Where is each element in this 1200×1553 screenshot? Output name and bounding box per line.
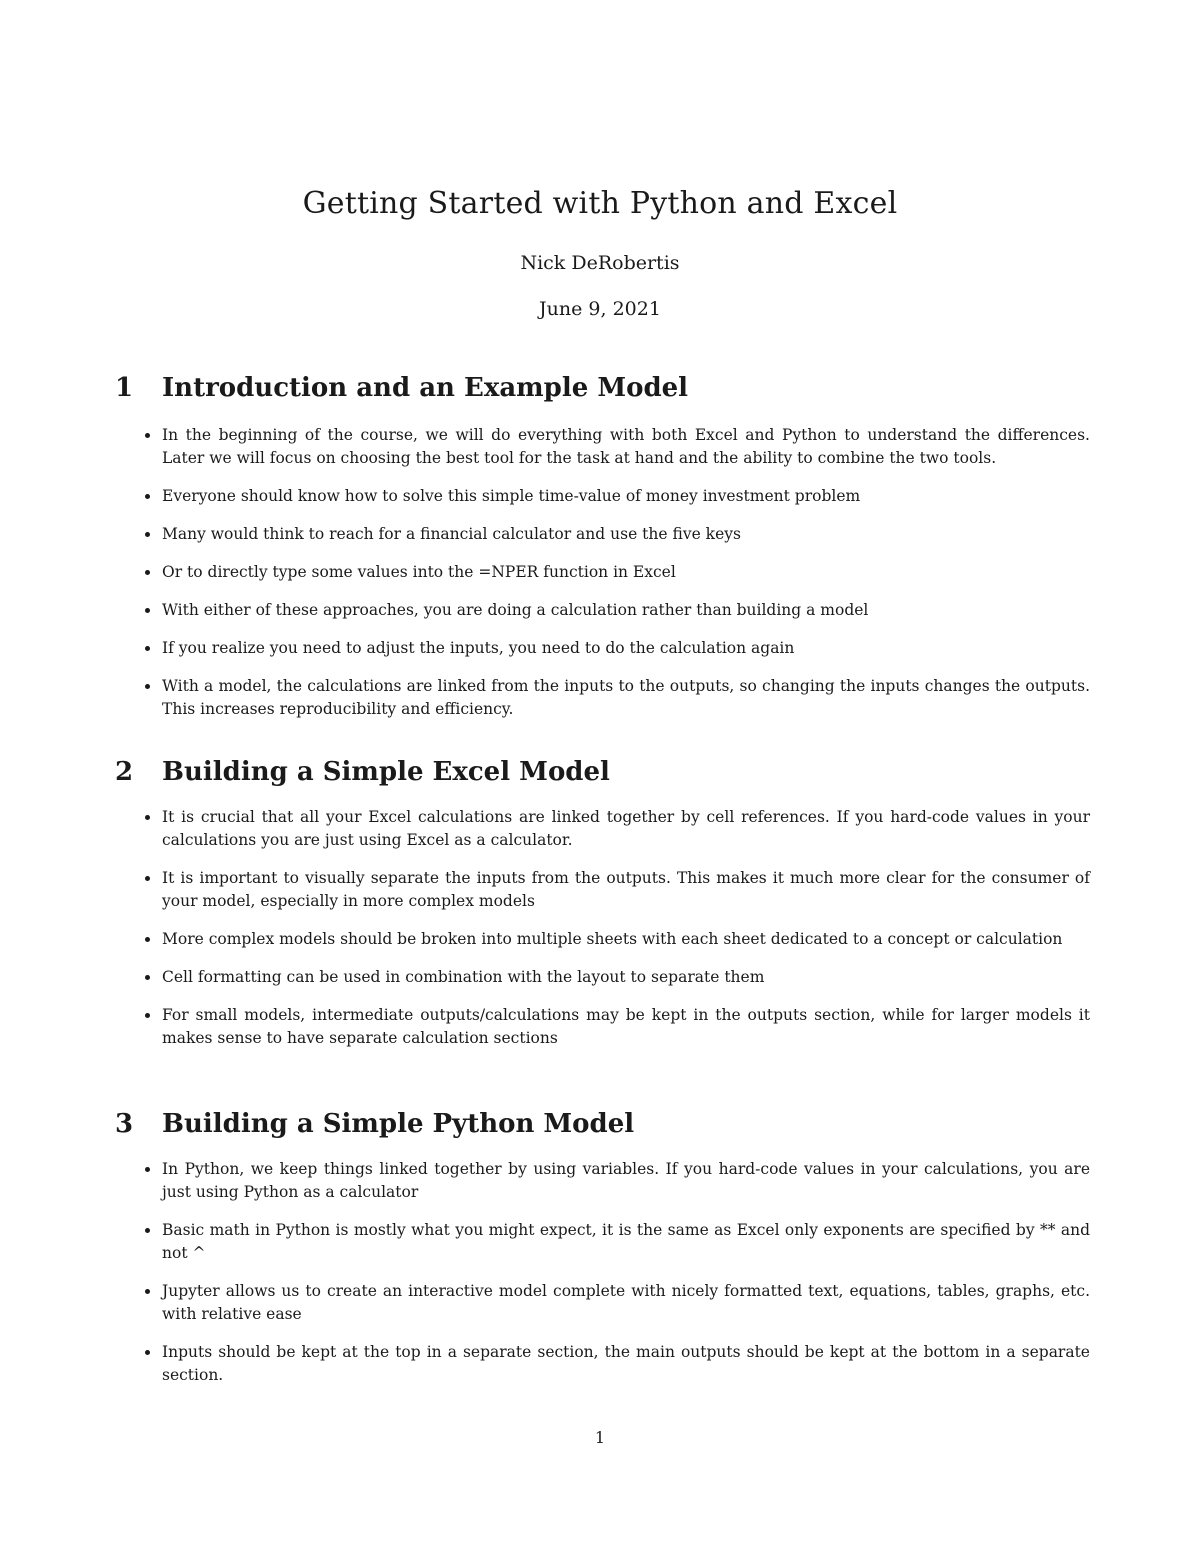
section-2 [115,752,1090,1047]
list-item [115,1004,1090,1050]
section-1-heading [115,368,1090,408]
list-item [115,424,1090,470]
list-item-text: Or to directly type some values into the =NPER function in Excel [162,563,676,581]
section-1-bullet-list [115,424,1090,736]
list-item [115,1219,1090,1265]
section-number: 1 [115,373,134,403]
list-item [115,1158,1090,1204]
page-number: 1 [594,1428,606,1447]
section-3-heading [115,1104,1090,1144]
bullet-icon [145,937,150,942]
list-item-text: Jupyter allows us to create an interactive model complete with nicely formatted text, equations, tables, graphs, etc. with relative ease [162,1282,1090,1323]
document-title: Getting Started with Python and Excel [302,186,898,221]
list-item [115,1280,1090,1326]
bullet-icon [145,1167,150,1172]
list-item [115,1341,1090,1387]
list-item-text: It is crucial that all your Excel calculations are linked together by cell references. If you hard-code values in your calculations you are just using Excel as a calculator. [162,808,1090,849]
section-number: 3 [115,1109,134,1139]
bullet-icon [145,433,150,438]
list-item-text: It is important to visually separate the inputs from the outputs. This makes it much more clear for the consumer of your model, especially in more complex models [162,869,1090,910]
bullet-icon [145,1289,150,1294]
list-item-text: Many would think to reach for a financial calculator and use the five keys [162,525,741,543]
list-item [115,485,1090,508]
list-item [115,637,1090,660]
list-item [115,561,1090,584]
section-2-heading [115,752,1090,792]
list-item-text: For small models, intermediate outputs/calculations may be kept in the outputs section, while for larger models it makes sense to have separate calculation sections [162,1006,1090,1047]
list-item [115,675,1090,721]
bullet-icon [145,532,150,537]
section-1 [115,368,1090,718]
bullet-icon [145,608,150,613]
bullet-icon [145,876,150,881]
bullet-icon [145,494,150,499]
list-item-text: Inputs should be kept at the top in a separate section, the main outputs should be kept at the bottom in a separate section. [162,1343,1090,1384]
section-3-bullet-list [115,1158,1090,1402]
section-title: Building a Simple Excel Model [162,757,610,787]
section-number: 2 [115,757,134,787]
list-item-text: Basic math in Python is mostly what you might expect, it is the same as Excel only exponents are specified by ** and not ^ [162,1221,1090,1262]
list-item [115,523,1090,546]
list-item-text: With either of these approaches, you are doing a calculation rather than building a model [162,601,869,619]
bullet-icon [145,1013,150,1018]
bullet-icon [145,1350,150,1355]
list-item-text: Cell formatting can be used in combination with the layout to separate them [162,968,765,986]
list-item [115,806,1090,852]
list-item-text: If you realize you need to adjust the inputs, you need to do the calculation again [162,639,795,657]
bullet-icon [145,684,150,689]
list-item-text: In the beginning of the course, we will do everything with both Excel and Python to understand the differences. Later we will focus on choosing the best tool for the task at hand and the ability to combine the two tools. [162,426,1090,467]
section-title: Introduction and an Example Model [162,373,689,403]
list-item-text: More complex models should be broken into multiple sheets with each sheet dedicated to a concept or calculation [162,930,1063,948]
bullet-icon [145,1228,150,1233]
list-item [115,867,1090,913]
bullet-icon [145,975,150,980]
section-title: Building a Simple Python Model [162,1109,635,1139]
document-date: June 9, 2021 [539,298,661,320]
list-item [115,599,1090,622]
list-item-text: Everyone should know how to solve this simple time-value of money investment problem [162,487,861,505]
list-item-text: With a model, the calculations are linked from the inputs to the outputs, so changing the inputs changes the outputs. This increases reproducibility and efficiency. [162,677,1090,718]
bullet-icon [145,570,150,575]
bullet-icon [145,815,150,820]
section-3 [115,1104,1090,1384]
section-2-bullet-list [115,806,1090,1065]
list-item-text: In Python, we keep things linked together by using variables. If you hard-code values in your calculations, you are just using Python as a calculator [162,1160,1090,1201]
bullet-icon [145,646,150,651]
list-item [115,966,1090,989]
document-author: Nick DeRobertis [520,252,680,274]
list-item [115,928,1090,951]
